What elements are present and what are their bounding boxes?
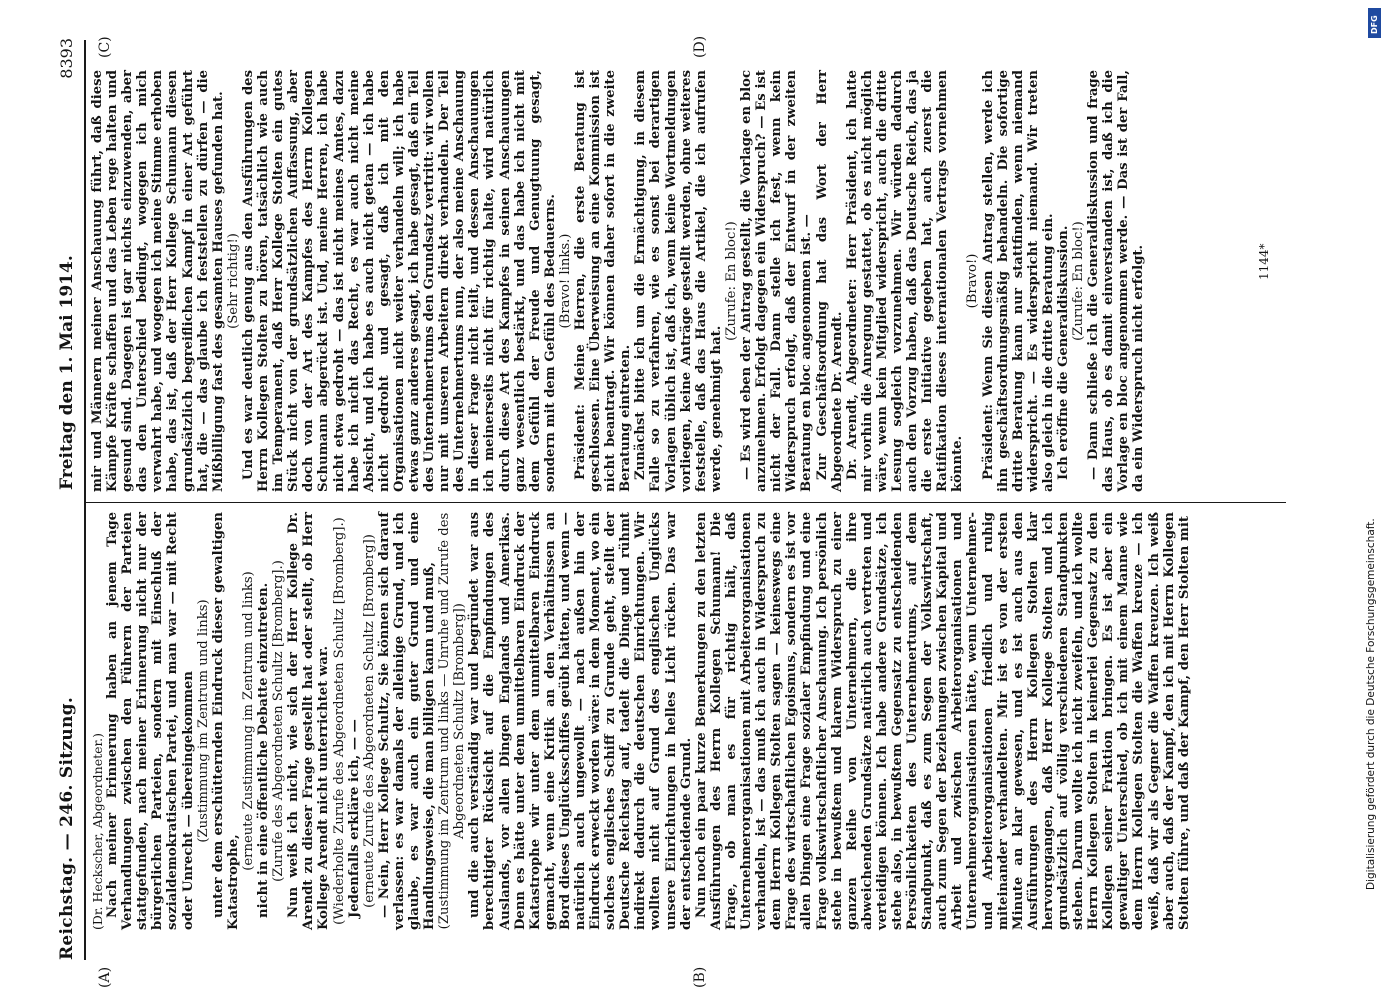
header-date: Freitag den 1. Mai 1914.: [57, 255, 77, 490]
paragraph: unter dem erschütternden Eindruck dieser gewaltigen Katastrophe,: [210, 512, 241, 930]
signature-mark: 1144*: [1257, 243, 1271, 280]
header-session: Reichstag. — 246. Sitzung.: [57, 696, 77, 960]
interjection: (erneute Zurufe des Abgeordneten Schultz [Bromberg]): [361, 534, 377, 908]
paragraph: Nun weiß ich nicht, wie sich der Herr Kollege Dr. Arendt zu dieser Frage gestellt hat oder stellt, ob Herr Kollege Arendt nicht unterrichtet war.: [286, 512, 332, 930]
digitization-credit: [1362, 10, 1380, 1000]
rotated-document-page: [2, 0, 1320, 1000]
margin-mark-a: (A): [97, 966, 113, 988]
right-text-column: [90, 70, 1147, 492]
dfg-logo: [1368, 8, 1381, 38]
interjection: (erneute Zustimmung im Zentrum und links): [240, 571, 256, 871]
paragraph: Präsident: Meine Herren, die erste Beratung ist geschlossen. Eine Überweisung an eine Kommission ist nicht beantragt. Wir können daher sofort in die zweite Beratung eintreten.: [573, 70, 634, 492]
paragraph: mir und Männern meiner Anschauung führt, daß diese Kämpfe Kräfte schaffen und das Leben rege halten und gesund sind. Dagegen ist gar nichts einzuwenden, aber das den Unterschied bedingt, wogegen ich mich verwahrt habe, und wogegen ich meine Stimme erhoben habe, das ist, daß der Herr Kollege Schumann diesen grundsätzlich begreiflichen Kampf in einer Art geführt hat, die — das glaube ich feststellen zu dürfen — die Mißbilligung fast des gesamten Hauses gefunden hat.: [90, 70, 226, 492]
paragraph: Dr. Arendt, Abgeordneter: Herr Präsident, ich hatte mir vorhin die Anregung gestattet, ob es nicht möglich wäre, wenn kein Mitglied widerspricht, auch die dritte Lesung sogleich vorzunehmen. Wir würden dadurch auch den Vorzug haben, daß das Deutsche Reich, das ja die erste Initiative gegeben hat, auch zuerst die Ratifikation dieses internationalen Vertrags vornehmen könnte.: [844, 70, 966, 492]
paragraph: Jedenfalls erkläre ich, — —: [346, 719, 362, 918]
paragraph: (Dr. Heckscher, Abgeordneter.): [90, 733, 105, 930]
paragraph: Präsident: Wenn Sie diesen Antrag stellen, werde ich ihn geschäftsordnungsmäßig behandeln. Die sofortige dritte Beratung kann nur stattfinden, wenn niemand widerspricht. — Es widerspricht niemand. Wir treten also gleich in die dritte Beratung ein.: [980, 70, 1056, 492]
paragraph: und die auch verständig war und begründet war aus berechtigter Rücksicht auf die Empfindungen des Auslands, vor allen Dingen Englands und Amerikas. Denn es hätte unter dem unmittelbaren Eindruck der Katastrophe wir unter dem unmittelbaren Eindruck gemacht, wenn eine Kritik an den Verhältnissen an Bord dieses Unglücksschiffes geübt hätten, und wenn — natürlich auch ungewollt — nach außen hin der Eindruck erweckt worden wäre: in dem Moment, wo ein solches englisches Schiff zu Grunde geht, stellt der Deutsche Reichstag auf, tadelt die Dinge und rühmt indirekt dadurch die deutschen Einrichtungen. Wir wollten nicht auf Grund des englischen Unglücks unsere Einrichtungen in helles Licht rücken. Das war der entscheidende Grund.: [467, 512, 694, 930]
paragraph: — Es wird eben der Antrag gestellt, die Vorlage en bloc anzunehmen. Erfolgt dagegen ein Widerspruch? — Es ist nicht der Fall. Dann stelle ich fest, wenn kein Widerspruch erfolgt, daß der Entwurf in der zweiten Beratung en bloc angenommen ist. —: [739, 70, 815, 492]
paragraph: Zunächst bitte ich um die Ermächtigung, in diesem Falle so zu verfahren, wie es sonst bei derartigen Vorlagen üblich ist, daß ich, wenn keine Wortmeldungen vorliegen, keine Anträge gestellt werden, ohne weiteres feststelle, daß das Haus die Artikel, die ich aufrufen werde, genehmigt hat.: [633, 70, 724, 492]
dfg-logo-text: DFG: [1370, 15, 1379, 34]
margin-mark-c: (C): [97, 36, 113, 58]
interjection: (Bravo! links.): [557, 233, 573, 329]
paragraph: nicht in eine öffentliche Debatte einzutreten.: [256, 582, 272, 918]
left-text-column: [90, 512, 1192, 930]
paragraph: — Dann schließe ich die Generaldiskussion und frage das Haus, ob es damit einverstanden ist, daß ich die Vorlage en bloc angenommen werde. — Das ist der Fall, da ein Widerspruch nicht erfolgt.: [1086, 70, 1147, 492]
margin-mark-b: (B): [692, 966, 708, 988]
interjection: (Zurufe des Abgeordneten Schultz [Bromberg].): [271, 560, 287, 882]
interjection: (Zurufe: En bloc!): [1071, 221, 1087, 341]
paragraph: Zur Geschäftsordnung hat das Wort der Herr Abgeordnete Dr. Arendt.: [814, 70, 845, 492]
header-rule: [84, 40, 86, 960]
interjection: (Zurufe: En bloc!): [723, 221, 739, 341]
paragraph: Nach meiner Erinnerung haben an jenem Tage Verhandlungen zwischen den Führern der Parteien stattgefunden, nach meiner Erinnerung nicht nur der bürgerlichen Parteien, sondern mit Einschluß der sozialdemokratischen Partei, und man war — mit Recht oder Unrecht — übereingekommen: [105, 512, 196, 930]
paragraph: Ich eröffne die Generaldiskussion.: [1056, 225, 1071, 480]
paragraph: — Nein, Herr Kollege Schultz, Sie können sich darauf verlassen: es war damals der alleinige Grund, und ich glaube, es war auch ein guter Grund und eine Handlungsweise, die man billigen kann und muß,: [376, 512, 438, 930]
interjection: (Wiederholte Zurufe des Abgeordneten Schultz [Bromberg].): [331, 517, 347, 925]
paragraph: Nun noch ein paar kurze Bemerkungen zu den letzten Ausführungen des Herrn Kollegen Schumann! Die Frage, ob man es für richtig hält, daß Unternehmerorganisationen mit Arbeiterorganisationen verhandeln, ist — das muß ich auch in Widerspruch zu dem Herrn Kollegen Stolten sagen — keineswegs eine Frage des wirtschaftlichen Egoismus, sondern es ist vor allen Dingen eine Frage sozialer Empfindung und eine Frage volkswirtschaftlicher Anschauung. Ich persönlich stehe in bewußtem und klarem Widerspruch zu einer ganzen Reihe von Unternehmern, die ihre abweichenden Grundsätze natürlich auch vertreten und verteidigen können. Ich habe andere Grundsätze, ich stehe also, in bewußtem Gegensatz zu entscheidenden Persönlichkeiten des Unternehmertums, auf dem Standpunkt, daß es zum Segen der Volkswirtschaft, auch zum Segen der Beziehungen zwischen Kapital und Arbeit und zwischen Arbeiterorganisationen und Unternehmerorganisationen hätte, wenn Unternehmer- und Arbeiterorganisationen friedlich und ruhig miteinander verhandelten. Mir ist es von der ersten Minute an klar gewesen, und es ist auch aus den Ausführungen des Herrn Kollegen Stolten klar hervorgegangen, daß Herr Kollege Stolten und ich grundsätzlich auf völlig verschiedenen Standpunkten stehen. Darum wollte ich nicht zweifeln, und ich wollte Herrn Kollegen Stolten in keinerlei Gegensatz zu den Kollegen seiner Fraktion bringen. Es ist aber ein gewaltiger Unterschied, ob ich mit einem Manne wie dem Herrn Kollegen Stolten die Waffen kreuze — ich weiß, daß wir als Gegner die Waffen kreuzen. Ich weiß aber auch, daß der Kampf, den ich mit Herrn Kollegen Stolten führe, und daß der Kampf, den Herr Stolten mit: [693, 512, 1192, 930]
page-number: 8393: [57, 38, 76, 79]
interjection: (Sehr richtig!): [225, 233, 241, 329]
column-separator: [86, 502, 1286, 503]
interjection: (Zustimmung im Zentrum und links — Unruhe und Zurufe des Abgeordneten Schultz [Bromberg]): [437, 512, 468, 930]
digitization-credit-text: Digitalisierung gefördert durch die Deutsche Forschungsgemeinschaft.: [1365, 518, 1377, 890]
interjection: (Bravo!): [965, 253, 981, 309]
margin-mark-d: (D): [692, 35, 708, 58]
interjection: (Zustimmung im Zentrum und links): [195, 599, 211, 843]
paragraph: Und es war deutlich genug aus den Ausführungen des Herrn Kollegen Stolten zu hören, tatsächlich wie auch im Temperament, daß Herr Kollege Stolten ein gutes Stück nicht von der grundsätzlichen Auffassung, aber doch von der Art des Kampfes des Herrn Kollegen Schumann abgerückt ist. Und, meine Herren, ich habe nicht etwa gedroht — das ist nicht meines Amtes, dazu habe ich nicht das Recht, es war auch nicht meine Absicht, und ich habe es auch nicht getan — ich habe nicht gedroht und gesagt, daß ich mit den Organisationen nicht weiter verhandeln will; ich habe etwas ganz anderes gesagt, ich habe gesagt, daß ein Teil des Unternehmertums den Grundsatz vertritt: wir wollen nur mit unseren Arbeitern direkt verhandeln. Der Teil des Unternehmertums nun, der also meine Anschauung in dieser Frage nicht teilt, und dessen Anschauungen ich meinerseits nicht für richtig halte, wird natürlich durch diese Art des Kampfes in seinen Anschauungen ganz wesentlich bestärkt, und das habe ich nicht mit dem Gefühl der Freude und Genugtuung gesagt, sondern mit dem Gefühl des Bedauerns.: [240, 70, 558, 492]
page-header: [57, 30, 81, 960]
